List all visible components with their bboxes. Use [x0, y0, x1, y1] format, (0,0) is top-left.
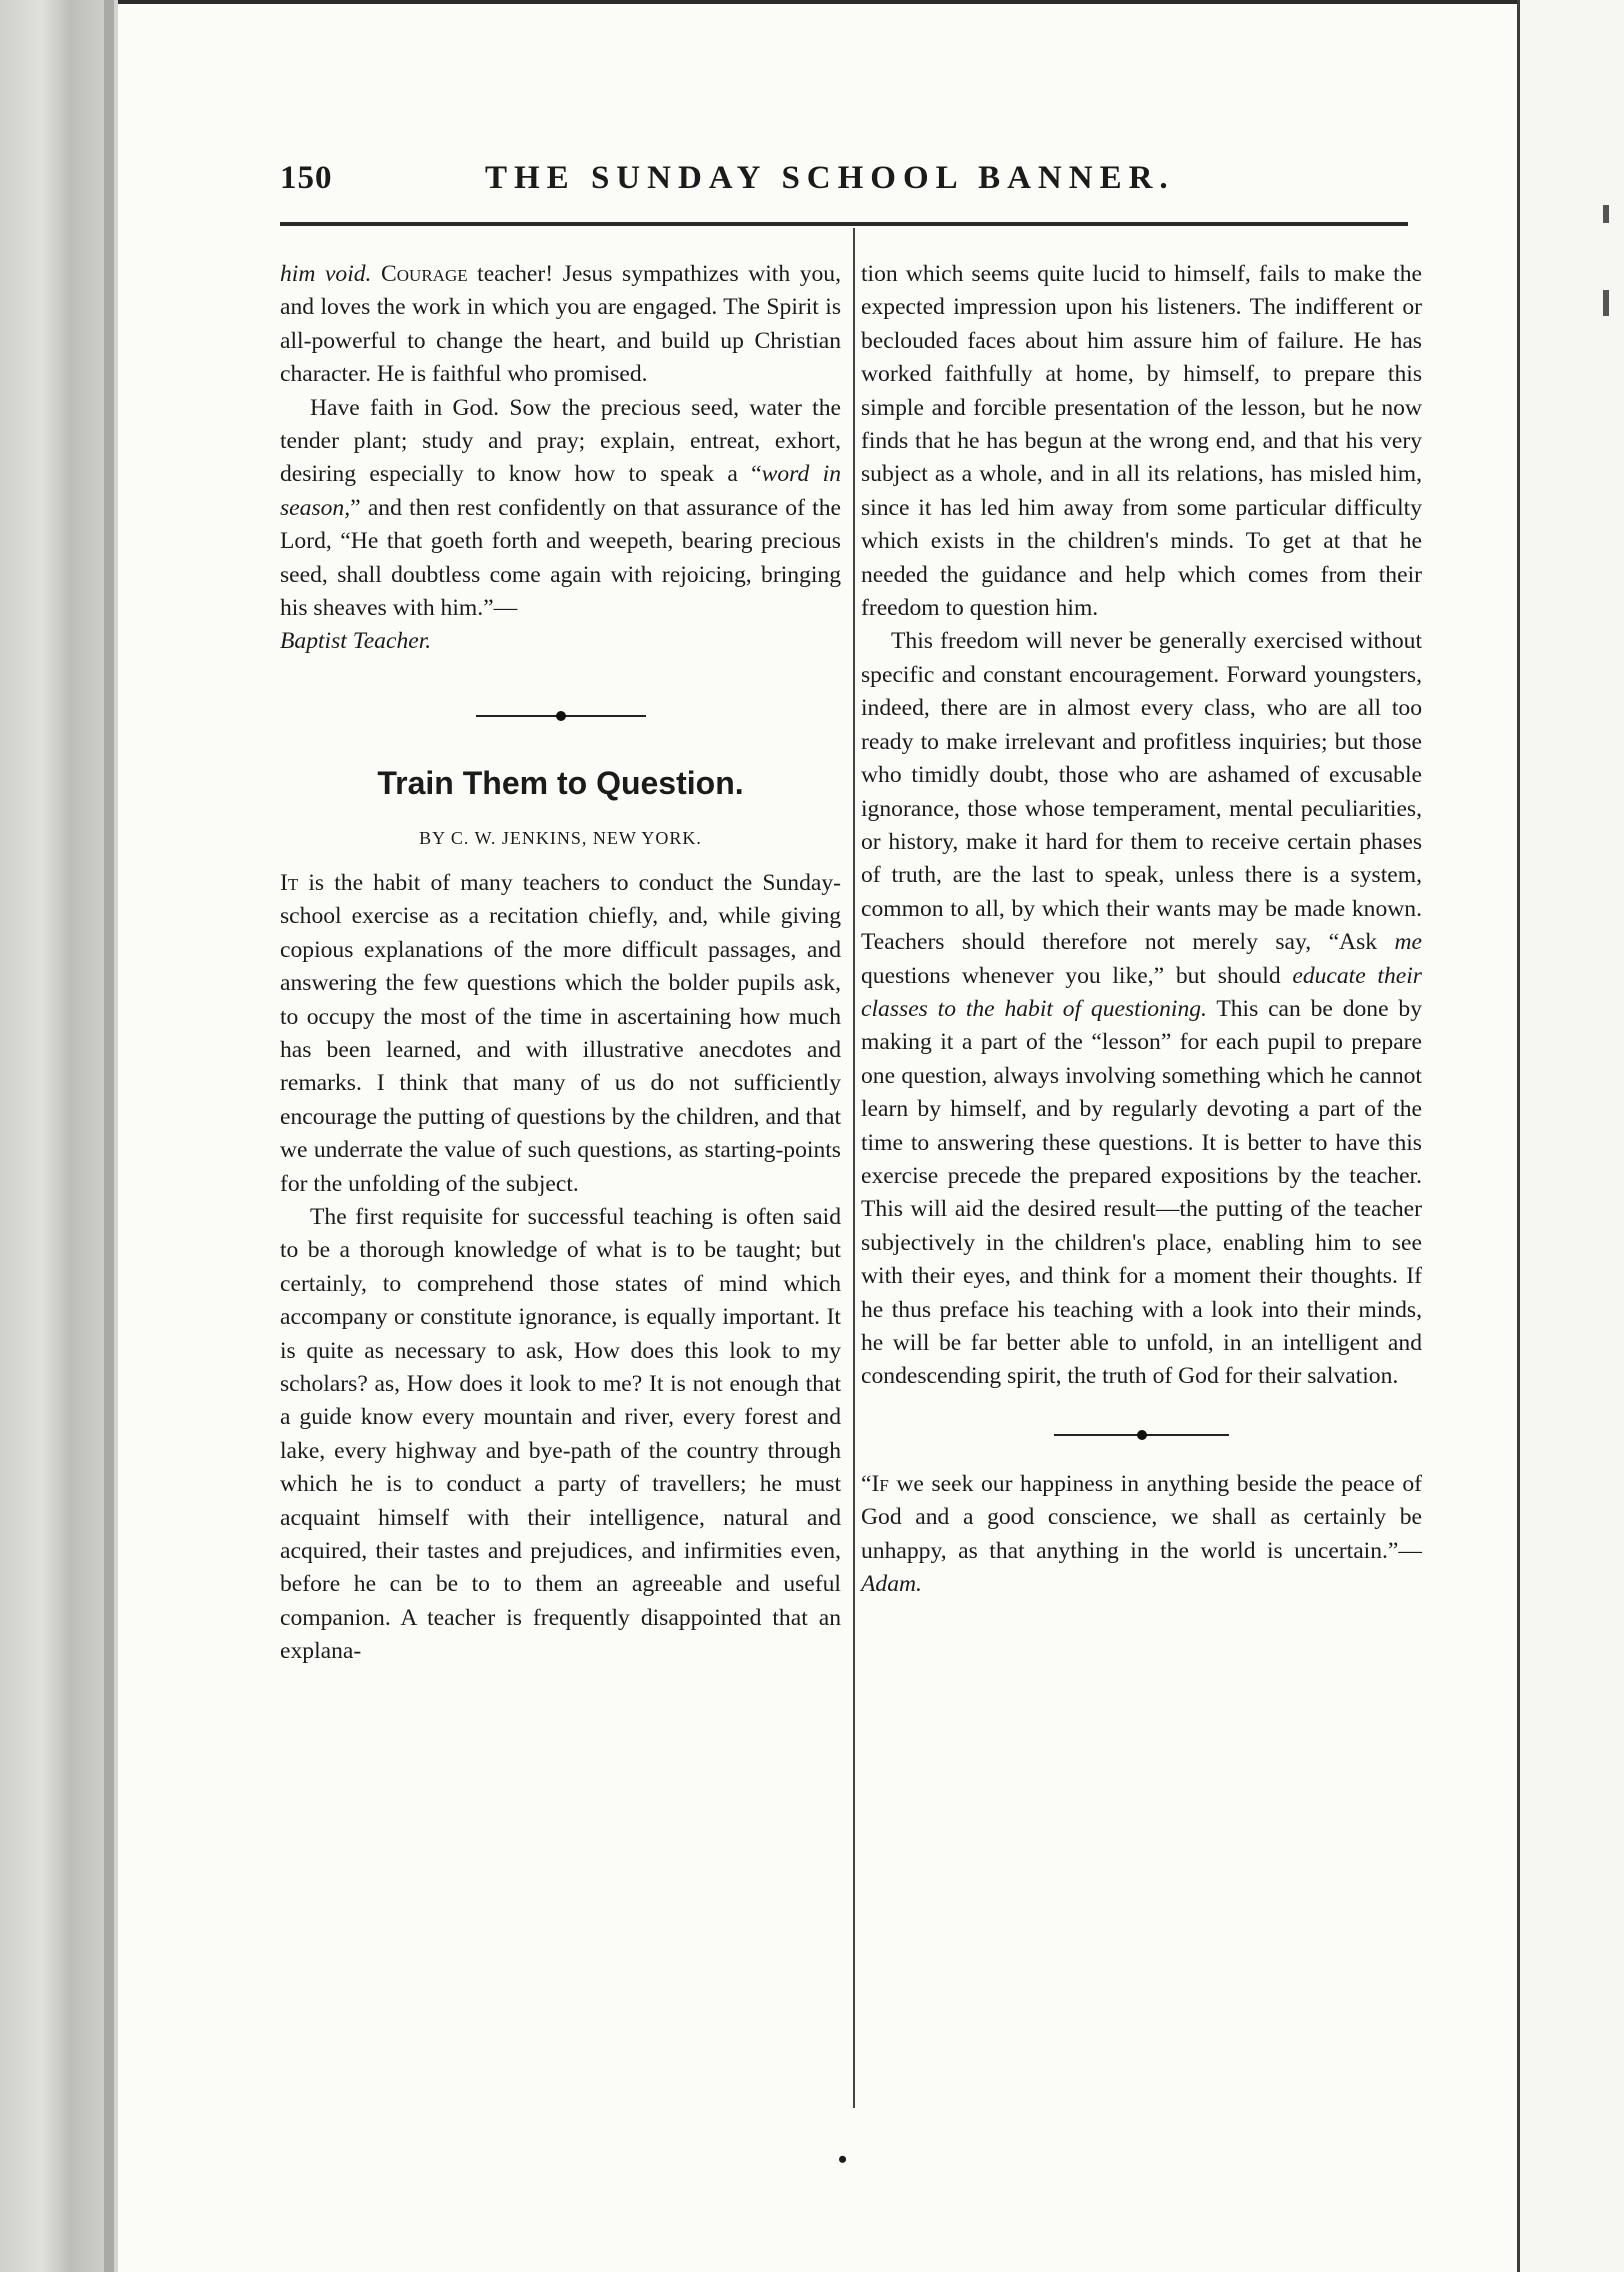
paragraph — [280, 392, 841, 626]
running-head — [280, 160, 1230, 204]
paragraph-text: This can be done by making it a part of the “lesson” for each pupil to prepare one question, always involving something which he cannot learn by himself, and by regularly devoting a part of the time to answering these questions. It is better to have this exercise precede the prepared expositions by the teacher. This will aid the desired result—the putting of the teacher subjectively in the children's place, enabling him to see with their eyes, and think for a moment their thoughts. If he thus preface his teaching with a look into their minds, he will be far better able to unfold, in an intelligent and condescending spirit, the truth of God for their salvation. — [861, 995, 1422, 1390]
facing-page — [1520, 0, 1624, 2272]
page-number: 150 — [280, 160, 333, 196]
quote-mark: “ — [861, 1470, 872, 1497]
quote-text: we seek our happiness in anything beside the peace of God and a good conscience, we shall as certainly be unhappy, as that anything in the world is uncertain.”— — [861, 1470, 1422, 1564]
paragraph-text: ” and then rest confidently on that assurance of the Lord, “He that goeth forth and weepeth, bearing precious seed, shall doubtless come again with rejoicing, bringing his sheaves with him.”— — [280, 494, 841, 622]
small-caps-word: Courage — [381, 261, 468, 287]
bleed-mark — [1603, 205, 1609, 223]
paragraph-text: Have faith in God. Sow the precious seed, water the tender plant; study and pray; explain, entreat, exhort, desiring especially to know how to speak a “ — [280, 394, 841, 488]
article-title: Train Them to Question. — [377, 764, 744, 801]
byline: BY C. W. JENKINS, NEW YORK. — [419, 827, 702, 848]
paragraph — [280, 258, 841, 392]
small-caps-word: It — [280, 869, 299, 896]
paragraph: The first requisite for successful teaching is often said to be a thorough knowledge of what is to be taught; but certainly, to comprehend those states of mind which accompany or constitute ignorance, is equally important. It is quite as necessary to ask, How does this look to my scholars? as, How does it look to me? It is not enough that a guide know every mountain and river, every forest and lake, every highway and bye-path of the country through which he is to conduct a party of travellers; he must acquaint himself with their intelligence, natural and acquired, their tastes and prejudices, and infirmities even, before he can be to to them an agreeable and useful companion. A teacher is frequently disappointed that an explana- — [280, 1203, 841, 1665]
paragraph-text: This freedom will never be generally exercised without specific and constant encouragement. Forward youngsters, indeed, there are in almost every class, who are all too ready to make irrelevant and profitless inquiries; but those who timidly doubt, those who are ashamed of excusable ignorance, those whose temperament, mental peculiarities, or history, make it hard for them to receive certain phases of truth, are the last to speak, unless there is a system, common to all, by which their wants may be made known. Teachers should therefore not merely say, “Ask — [861, 628, 1422, 956]
header-rule — [280, 222, 1408, 226]
small-caps-word: If — [871, 1470, 889, 1497]
journal-title: THE SUNDAY SCHOOL BANNER. — [485, 160, 1175, 196]
quote — [861, 1468, 1422, 1602]
paragraph: tion which seems quite lucid to himself, fails to make the expected impression upon his listeners. The indifferent or beclouded faces about him assure him of failure. He has worked faithfully at home, by himself, to prepare this simple and forcible presentation of the lesson, but he now finds that he has begun at the wrong end, and that his very subject as a whole, and in all its relations, has misled him, since it has led him away from some particular difficulty which exists in the children's minds. To get at that he needed the guidance and help which comes from their freedom to question him. — [861, 261, 1422, 622]
column-rule — [853, 228, 855, 2108]
top-border — [118, 0, 1538, 4]
paragraph-text: questions whenever you like,” but should — [861, 962, 1293, 989]
source-attribution: Baptist Teacher. — [280, 628, 432, 655]
binding-edge — [104, 0, 114, 2272]
italic-text: word in season, — [280, 461, 841, 521]
italic-text: me — [1394, 929, 1422, 956]
footer-mark: • — [838, 2145, 848, 2174]
right-column — [861, 258, 1422, 1601]
section-divider — [1054, 1422, 1229, 1448]
italic-text: him void. — [280, 261, 372, 287]
paragraph — [861, 625, 1422, 1393]
book-binding — [0, 0, 118, 2272]
bleed-mark — [1603, 290, 1609, 316]
section-divider — [476, 703, 646, 729]
quote-attribution: Adam. — [861, 1571, 922, 1598]
left-column — [280, 258, 841, 1669]
italic-text: educate their classes to the habit of questioning. — [861, 962, 1422, 1022]
paragraph-text: is the habit of many teachers to conduct the Sunday-school exercise as a recitation chiefly, and, while giving copious explanations of the more difficult passages, and answering the few questions which the bolder pupils ask, to occupy the most of the time in ascertaining how much has been learned, and with illustrative anecdotes and remarks. I think that many of us do not sufficiently encourage the putting of questions by the children, and that we underrate the value of such questions, as starting-points for the unfolding of the subject. — [280, 869, 841, 1197]
paragraph-text: teacher! Jesus sympathizes with you, and loves the work in which you are engaged. The Spirit is all-powerful to change the heart, and build up Christian character. He is faithful who promised. — [280, 261, 841, 388]
paragraph — [280, 867, 841, 1201]
